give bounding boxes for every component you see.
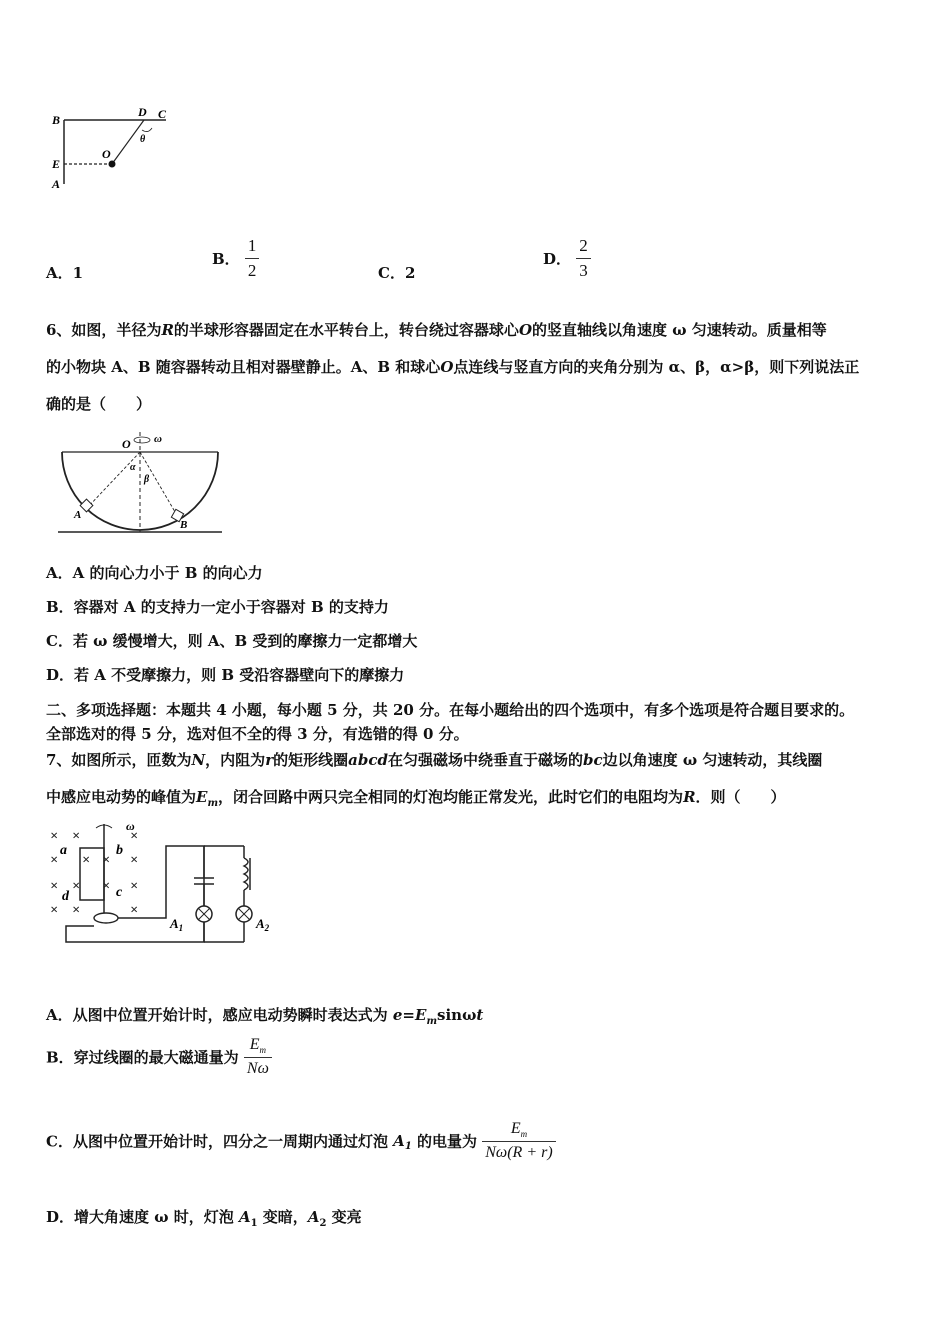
section2-line2: 全部选对的得 5 分，选对但不全的得 3 分，有选错的得 0 分。 (46, 725, 469, 743)
svg-text:×: × (130, 903, 138, 918)
q7-stem-line1: 7、如图所示，匝数为N，内阻为r的矩形线圈abcd在匀强磁场中绕垂直于磁场的bc边以角速度 ω 匀速转动，其线圈 (46, 751, 823, 769)
q5-label-b: B (52, 113, 61, 127)
q7-label-d: d (62, 889, 69, 904)
svg-text:×: × (50, 879, 58, 894)
svg-text:×: × (72, 829, 80, 844)
q5-option-c[interactable]: C．2 (378, 264, 416, 282)
q5-option-b[interactable]: B． $\frac{1}{2}$ (212, 236, 259, 281)
q6-label-b: B (180, 519, 188, 531)
q6-label-beta: β (144, 474, 150, 485)
q6-option-d[interactable]: D．若 A 不受摩擦力，则 B 受沿容器壁向下的摩擦力 (46, 666, 405, 684)
svg-text:×: × (130, 829, 138, 844)
q7-option-b[interactable]: B．穿过线圈的最大磁通量为 $\frac{E_m}{N\omega}$ (46, 1036, 272, 1078)
q7-option-b-fraction: $\frac{E_m}{N\omega}$ (244, 1036, 272, 1078)
q7-label-omega: ω (126, 819, 135, 833)
svg-text:×: × (50, 903, 58, 918)
q5-label-a: A (52, 177, 61, 191)
svg-text:×: × (72, 903, 80, 918)
q5-option-b-fraction: $\frac{1}{2}$ (245, 236, 260, 281)
q7-option-a[interactable]: A．从图中位置开始计时，感应电动势瞬时表达式为 $e=E_m\sin\omega t$ (46, 1006, 484, 1027)
q6-option-c[interactable]: C．若 ω 缓慢增大，则 A、B 受到的摩擦力一定都增大 (46, 632, 418, 650)
q5-figure (44, 104, 184, 196)
q6-stem: 6、如图，半径为R的半球形容器固定在水平转台上，转台绕过容器球心O的竖直轴线以角速度 ω 匀速转动。质量相等 的小物块 A、B 随容器转动且相对器壁静止。A、B 和球心O点连线与竖直方向的夹角分别为 α、β，α>β，则下列说法正 确的是（ ） (46, 321, 860, 413)
q6-option-a[interactable]: A．A 的向心力小于 B 的向心力 (46, 564, 263, 582)
q5-label-d: D (138, 105, 147, 119)
section2-line1: 二、多项选择题：本题共 4 小题，每小题 5 分，共 20 分。在每小题给出的四个选项中，有多个选项是符合题目要求的。 (46, 701, 855, 719)
svg-text:×: × (130, 853, 138, 868)
q7-label-a: a (60, 843, 67, 858)
q6-label-a: A (74, 509, 82, 521)
q6-option-b[interactable]: B．容器对 A 的支持力一定小于容器对 B 的支持力 (46, 598, 389, 616)
q5-option-d[interactable]: D． $\frac{2}{3}$ (543, 236, 591, 281)
q5-label-c: C (158, 107, 167, 121)
svg-text:×: × (102, 853, 110, 868)
q5-option-d-fraction: $\frac{2}{3}$ (576, 236, 591, 281)
q5-label-e: E (52, 157, 61, 171)
q5-label-theta: θ (140, 134, 146, 145)
q7-option-d[interactable]: D．增大角速度 ω 时，灯泡 $A_1$ 变暗，$A_2$ 变亮 (46, 1208, 362, 1229)
q6-label-omega: ω (154, 433, 162, 445)
svg-text:×: × (50, 853, 58, 868)
q7-label-a2: $A_2$ (256, 916, 270, 933)
q5-label-o: O (102, 147, 111, 161)
q6-label-alpha: α (130, 462, 136, 473)
q7-label-b: b (116, 843, 123, 858)
q7-label-a1: $A_1$ (170, 916, 184, 933)
q6-label-o: O (122, 437, 131, 451)
q7-label-c: c (116, 885, 123, 900)
svg-text:×: × (72, 879, 80, 894)
svg-text:×: × (50, 829, 58, 844)
q7-option-c[interactable]: C．从图中位置开始计时，四分之一周期内通过灯泡 $A_1$ 的电量为 $\frac{E_m}{N\omega(R + r)}$ (46, 1120, 556, 1162)
q6-figure (54, 426, 226, 540)
svg-text:×: × (102, 879, 110, 894)
q5-option-a[interactable]: A．1 (46, 264, 84, 282)
svg-text:×: × (130, 879, 138, 894)
q7-stem-line2: 中感应电动势的峰值为$E_m$，闭合回路中两只完全相同的灯泡均能正常发光，此时它们的电阻均为R．则（ ） (46, 788, 786, 809)
q7-figure (44, 818, 280, 950)
svg-text:×: × (82, 853, 90, 868)
q7-option-c-fraction: $\frac{E_m}{N\omega(R + r)}$ (482, 1120, 555, 1162)
